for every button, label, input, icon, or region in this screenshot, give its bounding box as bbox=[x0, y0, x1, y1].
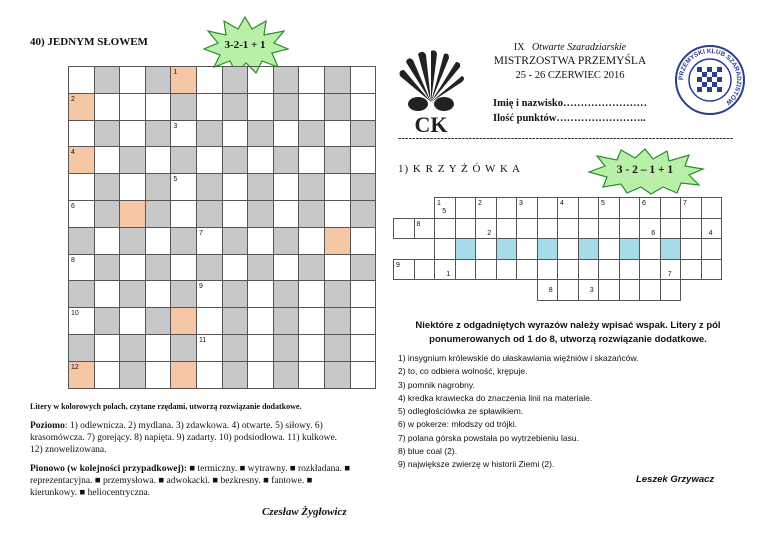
ck-logo bbox=[394, 46, 468, 138]
right-badge-text: 3 - 2 – 1 + 1 bbox=[616, 164, 674, 176]
grid-number: 4 bbox=[71, 149, 75, 157]
right-title: 1) K R Z Y Ż Ó W K A bbox=[398, 163, 521, 175]
left-poziomo bbox=[30, 420, 350, 456]
pionowo-text: ■ termiczny. ■ wytrawny. ■ rozkładana. ■ reprezentacyjna. ■ przemysłowa. ■ adwokacki. ■ bezkresny. ■ fantowe. ■ kierunkowy. ■ heliocentryczna. bbox=[30, 464, 351, 498]
grid-cell[interactable] bbox=[94, 227, 121, 255]
grid-cell[interactable] bbox=[350, 120, 377, 148]
grid-cell[interactable] bbox=[350, 146, 377, 174]
separator-dashes: ----------------------------------------------------------------------------------------------- bbox=[398, 133, 734, 144]
grid-cell[interactable] bbox=[660, 197, 682, 219]
grid-cell[interactable] bbox=[196, 120, 223, 148]
grid-cell[interactable] bbox=[324, 334, 351, 362]
grid-cell[interactable] bbox=[557, 259, 579, 281]
grid-cell[interactable] bbox=[247, 227, 274, 255]
grid-cell[interactable] bbox=[273, 120, 300, 148]
grid-cell[interactable] bbox=[68, 173, 95, 201]
grid-cell[interactable] bbox=[516, 238, 538, 260]
grid-cell[interactable] bbox=[680, 238, 702, 260]
solution-number: 3 bbox=[589, 287, 594, 295]
grid-cell[interactable] bbox=[639, 238, 661, 260]
grid-cell[interactable] bbox=[639, 218, 661, 240]
grid-cell[interactable] bbox=[247, 361, 274, 389]
grid-cell[interactable] bbox=[247, 66, 274, 94]
grid-cell[interactable] bbox=[145, 307, 172, 335]
poziomo-label: Poziomo bbox=[30, 421, 65, 431]
grid-cell[interactable] bbox=[94, 146, 121, 174]
grid-cell[interactable] bbox=[145, 361, 172, 389]
grid-number: 5 bbox=[173, 176, 178, 184]
solution-number: 2 bbox=[487, 229, 492, 237]
left-author: Czesław Żygłowicz bbox=[262, 506, 347, 518]
name-field[interactable]: Imię i nazwisko…………………… bbox=[493, 98, 648, 109]
clue-7: 7) polana górska powstała po wytrzebieniu lasu. bbox=[398, 432, 579, 443]
column-number: 4 bbox=[560, 200, 564, 207]
grid-cell[interactable] bbox=[598, 238, 620, 260]
grid-cell[interactable] bbox=[639, 279, 661, 301]
grid-cell[interactable] bbox=[455, 238, 477, 260]
grid-cell[interactable] bbox=[119, 254, 146, 282]
grid-cell[interactable] bbox=[273, 334, 300, 362]
grid-cell[interactable] bbox=[350, 254, 377, 282]
grid-cell[interactable] bbox=[196, 200, 223, 228]
column-number: 5 bbox=[601, 200, 605, 207]
grid-cell[interactable] bbox=[68, 120, 95, 148]
poziomo-text: : 1) odlewnicza. 2) mydlana. 3) zdawkowa. 4) otwarte. 5) siłowy. 6) krasomówcza. 7) gorejący. 8) napięta. 9) zadarty. 10) podsiodłowa. 11) kulkowe. 12) znowelizowana. bbox=[30, 421, 338, 455]
row-number: 8 bbox=[416, 220, 421, 228]
grid-number: 9 bbox=[199, 283, 203, 291]
grid-cell[interactable] bbox=[119, 146, 146, 174]
right-crossword-grid[interactable] bbox=[393, 197, 713, 312]
grid-cell[interactable] bbox=[298, 93, 325, 121]
grid-cell[interactable] bbox=[350, 173, 377, 201]
grid-cell[interactable] bbox=[222, 280, 249, 308]
grid-cell[interactable] bbox=[170, 307, 197, 335]
grid-cell[interactable] bbox=[496, 197, 518, 219]
grid-cell[interactable] bbox=[145, 146, 172, 174]
grid-cell[interactable] bbox=[119, 66, 146, 94]
grid-cell[interactable] bbox=[94, 280, 121, 308]
grid-cell[interactable] bbox=[475, 259, 497, 281]
grid-cell[interactable] bbox=[247, 93, 274, 121]
grid-cell[interactable] bbox=[298, 66, 325, 94]
grid-cell[interactable] bbox=[475, 218, 497, 240]
grid-cell[interactable] bbox=[94, 254, 121, 282]
grid-cell[interactable] bbox=[350, 280, 377, 308]
grid-cell[interactable] bbox=[68, 66, 95, 94]
grid-cell[interactable] bbox=[68, 280, 95, 308]
grid-cell[interactable] bbox=[247, 120, 274, 148]
column-number: 6 bbox=[642, 200, 646, 207]
grid-cell[interactable] bbox=[619, 259, 641, 281]
shell-logo-icon bbox=[394, 46, 468, 138]
grid-cell[interactable] bbox=[68, 334, 95, 362]
grid-cell[interactable] bbox=[247, 307, 274, 335]
left-title: 40) JEDNYM SŁOWEM bbox=[30, 36, 148, 48]
grid-cell[interactable] bbox=[537, 259, 559, 281]
grid-cell[interactable] bbox=[119, 280, 146, 308]
grid-cell[interactable] bbox=[94, 93, 121, 121]
header-line1 bbox=[470, 42, 670, 53]
grid-cell[interactable] bbox=[537, 218, 559, 240]
grid-cell[interactable] bbox=[196, 173, 223, 201]
grid-cell[interactable] bbox=[324, 227, 351, 255]
seal-text: PRZEMYSKI KLUB SZARADZISTÓW bbox=[677, 47, 743, 106]
grid-cell[interactable] bbox=[145, 200, 172, 228]
grid-cell[interactable] bbox=[350, 227, 377, 255]
grid-cell[interactable] bbox=[170, 361, 197, 389]
grid-cell[interactable] bbox=[350, 200, 377, 228]
right-clues bbox=[398, 352, 638, 472]
grid-cell[interactable] bbox=[119, 307, 146, 335]
grid-cell[interactable] bbox=[434, 238, 456, 260]
grid-cell[interactable] bbox=[196, 254, 223, 282]
grid-cell[interactable] bbox=[350, 66, 377, 94]
grid-cell[interactable] bbox=[324, 146, 351, 174]
grid-cell[interactable] bbox=[273, 280, 300, 308]
grid-cell[interactable] bbox=[273, 146, 300, 174]
grid-cell[interactable] bbox=[516, 218, 538, 240]
edition-number: IX bbox=[513, 42, 525, 53]
grid-cell[interactable] bbox=[434, 218, 456, 240]
grid-cell[interactable] bbox=[119, 173, 146, 201]
grid-cell[interactable] bbox=[298, 361, 325, 389]
points-field[interactable]: Ilość punktów…………………….. bbox=[493, 113, 646, 124]
clue-3: 3) pomnik nagrobny. bbox=[398, 379, 475, 390]
grid-cell[interactable] bbox=[475, 238, 497, 260]
grid-cell[interactable] bbox=[247, 173, 274, 201]
grid-number: 7 bbox=[199, 229, 203, 237]
grid-cell[interactable] bbox=[324, 93, 351, 121]
grid-cell[interactable] bbox=[145, 93, 172, 121]
grid-cell[interactable] bbox=[578, 218, 600, 240]
solution-number: 8 bbox=[548, 287, 553, 295]
pionowo-label: Pionowo (w kolejności przypadkowej): bbox=[30, 464, 188, 474]
grid-cell[interactable] bbox=[222, 173, 249, 201]
grid-cell[interactable] bbox=[222, 93, 249, 121]
solution-number: 7 bbox=[667, 270, 672, 278]
grid-cell[interactable] bbox=[324, 200, 351, 228]
grid-number: 3 bbox=[173, 122, 178, 130]
grid-cell[interactable] bbox=[455, 259, 477, 281]
grid-cell[interactable] bbox=[298, 254, 325, 282]
grid-cell[interactable] bbox=[578, 279, 600, 301]
clue-2: 2) to, co odbiera wolność, krępuje. bbox=[398, 366, 528, 377]
grid-cell[interactable] bbox=[247, 200, 274, 228]
grid-cell[interactable] bbox=[247, 334, 274, 362]
grid-cell[interactable] bbox=[537, 279, 559, 301]
grid-cell[interactable] bbox=[660, 279, 682, 301]
grid-number: 6 bbox=[71, 203, 75, 210]
grid-cell[interactable] bbox=[619, 197, 641, 219]
grid-cell[interactable] bbox=[94, 361, 121, 389]
grid-cell[interactable] bbox=[298, 334, 325, 362]
grid-number: 2 bbox=[71, 95, 75, 103]
grid-cell[interactable] bbox=[273, 200, 300, 228]
grid-cell[interactable] bbox=[145, 173, 172, 201]
grid-cell[interactable] bbox=[660, 238, 682, 260]
grid-cell[interactable] bbox=[557, 218, 579, 240]
edition-subtitle: Otwarte Szaradziarskie bbox=[531, 42, 627, 53]
solution-number: 1 bbox=[446, 270, 451, 278]
solution-number: 4 bbox=[708, 229, 713, 237]
grid-cell[interactable] bbox=[119, 200, 146, 228]
grid-cell[interactable] bbox=[145, 120, 172, 148]
grid-cell[interactable] bbox=[578, 238, 600, 260]
grid-cell[interactable] bbox=[324, 120, 351, 148]
grid-cell[interactable] bbox=[94, 66, 121, 94]
grid-cell[interactable] bbox=[680, 218, 702, 240]
grid-cell[interactable] bbox=[324, 280, 351, 308]
grid-cell[interactable] bbox=[273, 66, 300, 94]
grid-cell[interactable] bbox=[222, 200, 249, 228]
grid-cell[interactable] bbox=[324, 361, 351, 389]
column-number: 2 bbox=[478, 200, 482, 207]
grid-cell[interactable] bbox=[557, 238, 579, 260]
grid-cell[interactable] bbox=[119, 93, 146, 121]
grid-cell[interactable] bbox=[222, 120, 249, 148]
grid-cell[interactable] bbox=[222, 254, 249, 282]
column-number: 1 bbox=[437, 200, 441, 207]
grid-cell[interactable] bbox=[496, 238, 518, 260]
grid-cell[interactable] bbox=[170, 280, 197, 308]
clue-6: 6) w pokerze: młodszy od trójki. bbox=[398, 419, 518, 430]
grid-cell[interactable] bbox=[298, 173, 325, 201]
grid-cell[interactable] bbox=[455, 218, 477, 240]
grid-cell[interactable] bbox=[701, 238, 723, 260]
grid-cell[interactable] bbox=[578, 259, 600, 281]
grid-cell[interactable] bbox=[94, 173, 121, 201]
grid-cell[interactable] bbox=[350, 361, 377, 389]
grid-number: 11 bbox=[199, 337, 207, 344]
clue-1: 1) insygnium królewskie do ułaskawiania więźniów i skazańców. bbox=[398, 353, 639, 363]
grid-cell[interactable] bbox=[557, 279, 579, 301]
grid-cell[interactable] bbox=[619, 279, 641, 301]
grid-cell[interactable] bbox=[350, 334, 377, 362]
grid-cell[interactable] bbox=[350, 93, 377, 121]
grid-cell[interactable] bbox=[273, 307, 300, 335]
grid-cell[interactable] bbox=[196, 361, 223, 389]
grid-cell[interactable] bbox=[298, 200, 325, 228]
grid-cell[interactable] bbox=[324, 173, 351, 201]
grid-number: 1 bbox=[173, 69, 178, 76]
grid-cell[interactable] bbox=[145, 227, 172, 255]
left-badge-text: 3-2-1 + 1 bbox=[224, 39, 266, 51]
grid-cell[interactable] bbox=[119, 120, 146, 148]
grid-cell[interactable] bbox=[247, 254, 274, 282]
solution-number: 5 bbox=[442, 208, 447, 216]
grid-cell[interactable] bbox=[222, 307, 249, 335]
grid-cell[interactable] bbox=[170, 254, 197, 282]
grid-cell[interactable] bbox=[298, 280, 325, 308]
seal-icon bbox=[674, 44, 746, 116]
grid-cell[interactable] bbox=[455, 197, 477, 219]
grid-cell[interactable] bbox=[414, 259, 436, 281]
grid-cell[interactable] bbox=[298, 120, 325, 148]
right-badge bbox=[585, 147, 705, 195]
grid-cell[interactable] bbox=[434, 259, 456, 281]
grid-cell[interactable] bbox=[145, 334, 172, 362]
grid-cell[interactable] bbox=[273, 361, 300, 389]
grid-cell[interactable] bbox=[170, 200, 197, 228]
right-instructions: Niektóre z odgadniętych wyrazów należy wpisać wspak. Litery z pól ponumerowanych od 1 do 8, utworzą rozwiązanie dodatkowe. bbox=[415, 320, 721, 345]
grid-cell[interactable] bbox=[222, 227, 249, 255]
grid-cell[interactable] bbox=[496, 218, 518, 240]
grid-cell[interactable] bbox=[119, 334, 146, 362]
grid-number: 8 bbox=[71, 256, 75, 264]
clue-8: 8) blue coal (2). bbox=[398, 446, 458, 457]
grid-cell[interactable] bbox=[701, 197, 723, 219]
left-note: Litery w kolorowych polach, czytane rzędami, utworzą rozwiązanie dodatkowe. bbox=[30, 402, 302, 411]
grid-cell[interactable] bbox=[145, 254, 172, 282]
grid-cell[interactable] bbox=[170, 93, 197, 121]
grid-cell[interactable] bbox=[273, 93, 300, 121]
grid-cell[interactable] bbox=[639, 259, 661, 281]
grid-cell[interactable] bbox=[94, 307, 121, 335]
grid-cell[interactable] bbox=[350, 307, 377, 335]
grid-cell[interactable] bbox=[273, 254, 300, 282]
grid-cell[interactable] bbox=[701, 259, 723, 281]
grid-cell[interactable] bbox=[393, 218, 415, 240]
grid-cell[interactable] bbox=[298, 227, 325, 255]
grid-cell[interactable] bbox=[247, 146, 274, 174]
grid-cell[interactable] bbox=[170, 146, 197, 174]
column-number: 3 bbox=[519, 200, 523, 207]
grid-cell[interactable] bbox=[496, 259, 518, 281]
grid-cell[interactable] bbox=[68, 227, 95, 255]
grid-cell[interactable] bbox=[273, 227, 300, 255]
grid-cell[interactable] bbox=[222, 334, 249, 362]
grid-cell[interactable] bbox=[516, 259, 538, 281]
clue-9: 9) największe zwierzę w historii Ziemi (2). bbox=[398, 459, 555, 470]
header-title: MISTRZOSTWA PRZEMYŚLA bbox=[493, 55, 647, 67]
grid-cell[interactable] bbox=[660, 218, 682, 240]
grid-cell[interactable] bbox=[598, 259, 620, 281]
grid-cell[interactable] bbox=[324, 307, 351, 335]
clue-5: 5) odległościówka ze spławikiem. bbox=[398, 406, 524, 417]
grid-cell[interactable] bbox=[145, 66, 172, 94]
grid-cell[interactable] bbox=[324, 254, 351, 282]
grid-cell[interactable] bbox=[537, 197, 559, 219]
logo-text: CK bbox=[414, 112, 448, 137]
solution-number: 6 bbox=[651, 229, 656, 237]
grid-cell[interactable] bbox=[196, 307, 223, 335]
grid-number: 12 bbox=[71, 363, 79, 371]
grid-cell[interactable] bbox=[578, 197, 600, 219]
grid-cell[interactable] bbox=[598, 218, 620, 240]
grid-cell[interactable] bbox=[222, 361, 249, 389]
grid-cell[interactable] bbox=[119, 227, 146, 255]
grid-cell[interactable] bbox=[196, 93, 223, 121]
grid-cell[interactable] bbox=[94, 120, 121, 148]
column-number: 7 bbox=[683, 200, 687, 207]
grid-cell[interactable] bbox=[222, 146, 249, 174]
grid-cell[interactable] bbox=[619, 218, 641, 240]
grid-cell[interactable] bbox=[119, 361, 146, 389]
grid-cell[interactable] bbox=[298, 146, 325, 174]
grid-cell[interactable] bbox=[196, 66, 223, 94]
left-pionowo bbox=[30, 463, 355, 499]
header-dates: 25 - 26 CZERWIEC 2016 bbox=[515, 70, 625, 81]
grid-cell[interactable] bbox=[222, 66, 249, 94]
grid-cell[interactable] bbox=[170, 227, 197, 255]
grid-cell[interactable] bbox=[170, 334, 197, 362]
grid-cell[interactable] bbox=[598, 279, 620, 301]
grid-cell[interactable] bbox=[619, 238, 641, 260]
grid-cell[interactable] bbox=[94, 334, 121, 362]
grid-cell[interactable] bbox=[94, 200, 121, 228]
grid-cell[interactable] bbox=[680, 259, 702, 281]
grid-cell[interactable] bbox=[298, 307, 325, 335]
grid-cell[interactable] bbox=[324, 66, 351, 94]
grid-cell[interactable] bbox=[273, 173, 300, 201]
left-crossword-grid[interactable] bbox=[68, 66, 376, 388]
clue-4: 4) kredka krawiecka do znaczenia linii na materiale. bbox=[398, 392, 593, 403]
grid-number: 10 bbox=[71, 310, 79, 318]
grid-cell[interactable] bbox=[145, 280, 172, 308]
row-number: 9 bbox=[396, 261, 400, 269]
club-seal bbox=[674, 44, 746, 116]
right-author: Leszek Grzywacz bbox=[636, 474, 715, 485]
grid-cell[interactable] bbox=[537, 238, 559, 260]
grid-cell[interactable] bbox=[247, 280, 274, 308]
grid-cell[interactable] bbox=[196, 146, 223, 174]
